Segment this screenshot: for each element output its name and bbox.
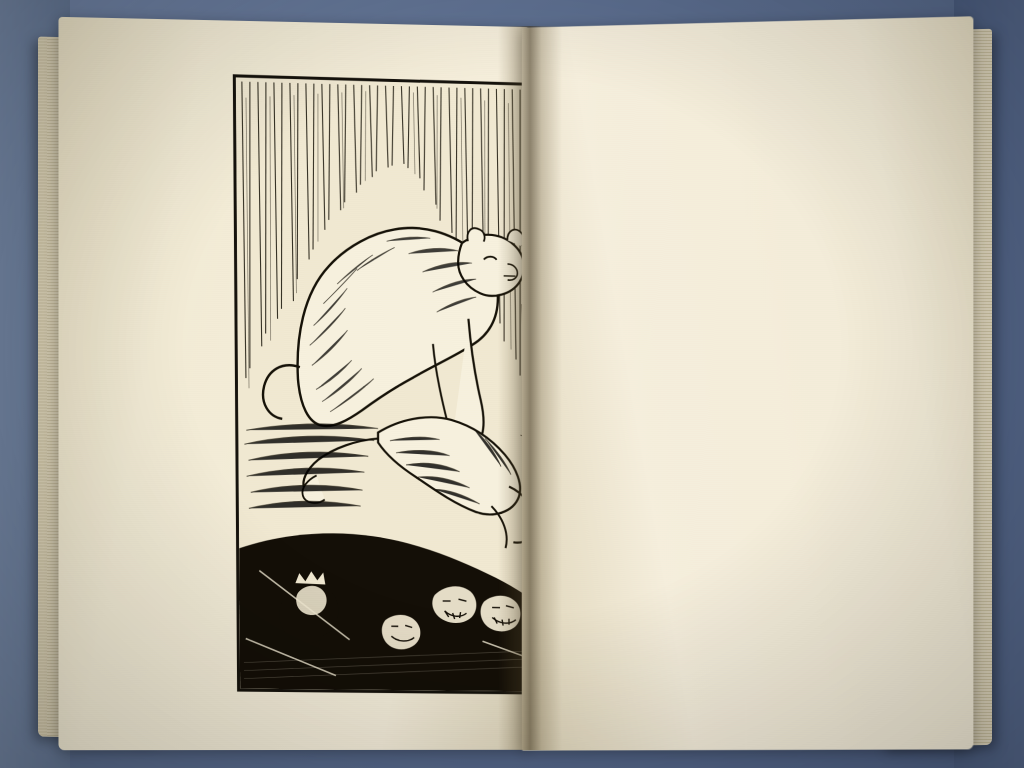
illustration-frame xyxy=(233,74,561,694)
open-book xyxy=(28,8,996,760)
lioness-attacking-bound-man-in-arena-illustration xyxy=(236,77,558,691)
right-page xyxy=(522,16,974,750)
left-page xyxy=(58,17,528,750)
paper-grain-right xyxy=(522,16,974,750)
